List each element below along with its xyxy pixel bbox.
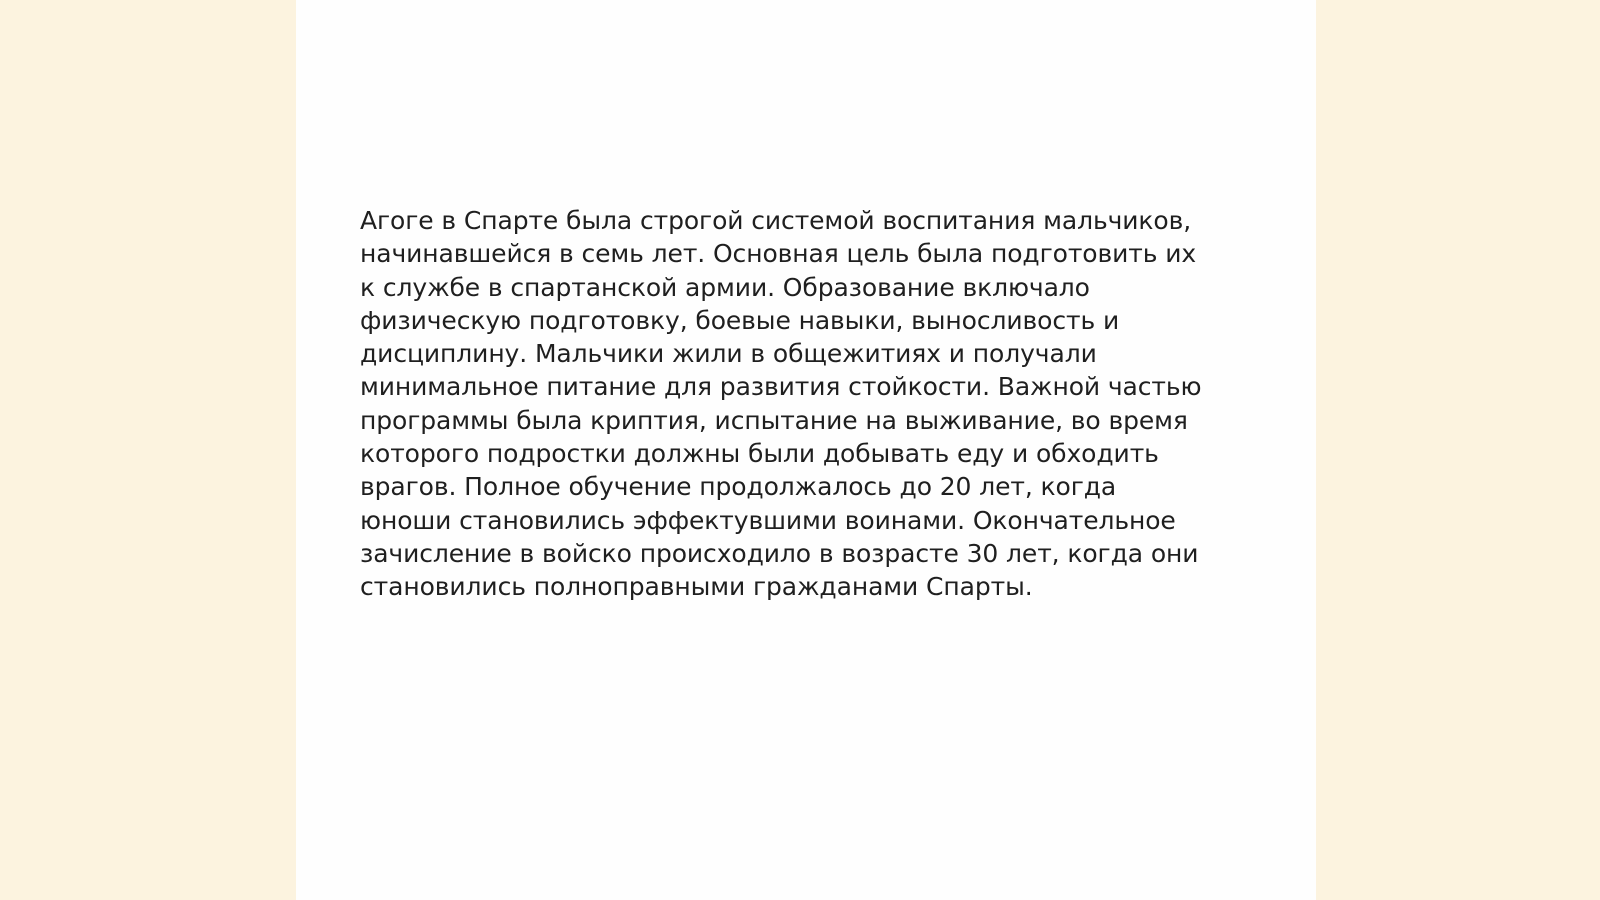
document-paragraph: Агоге в Спарте была строгой системой воспитания мальчиков, начинавшейся в семь лет. Основная цель была подготовить их к службе в спартанской армии. Образование включало физическую подготовку, боевые навыки, выносливость и дисциплину. Мальчики жили в общежитиях и получали минимальное питание для развития стойкости. Важной частью программы была криптия, испытание на выживание, во время которого подростки должны были добывать еду и обходить врагов. Полное обучение продолжалось до 20 лет, когда юноши становились эффектувшими воинами. Окончательное зачисление в войско происходило в возрасте 30 лет, когда они становились полноправными гражданами Спарты. — [360, 206, 1202, 602]
document-page — [296, 0, 1316, 900]
right-margin-background — [1316, 0, 1600, 900]
left-margin-background — [0, 0, 296, 900]
